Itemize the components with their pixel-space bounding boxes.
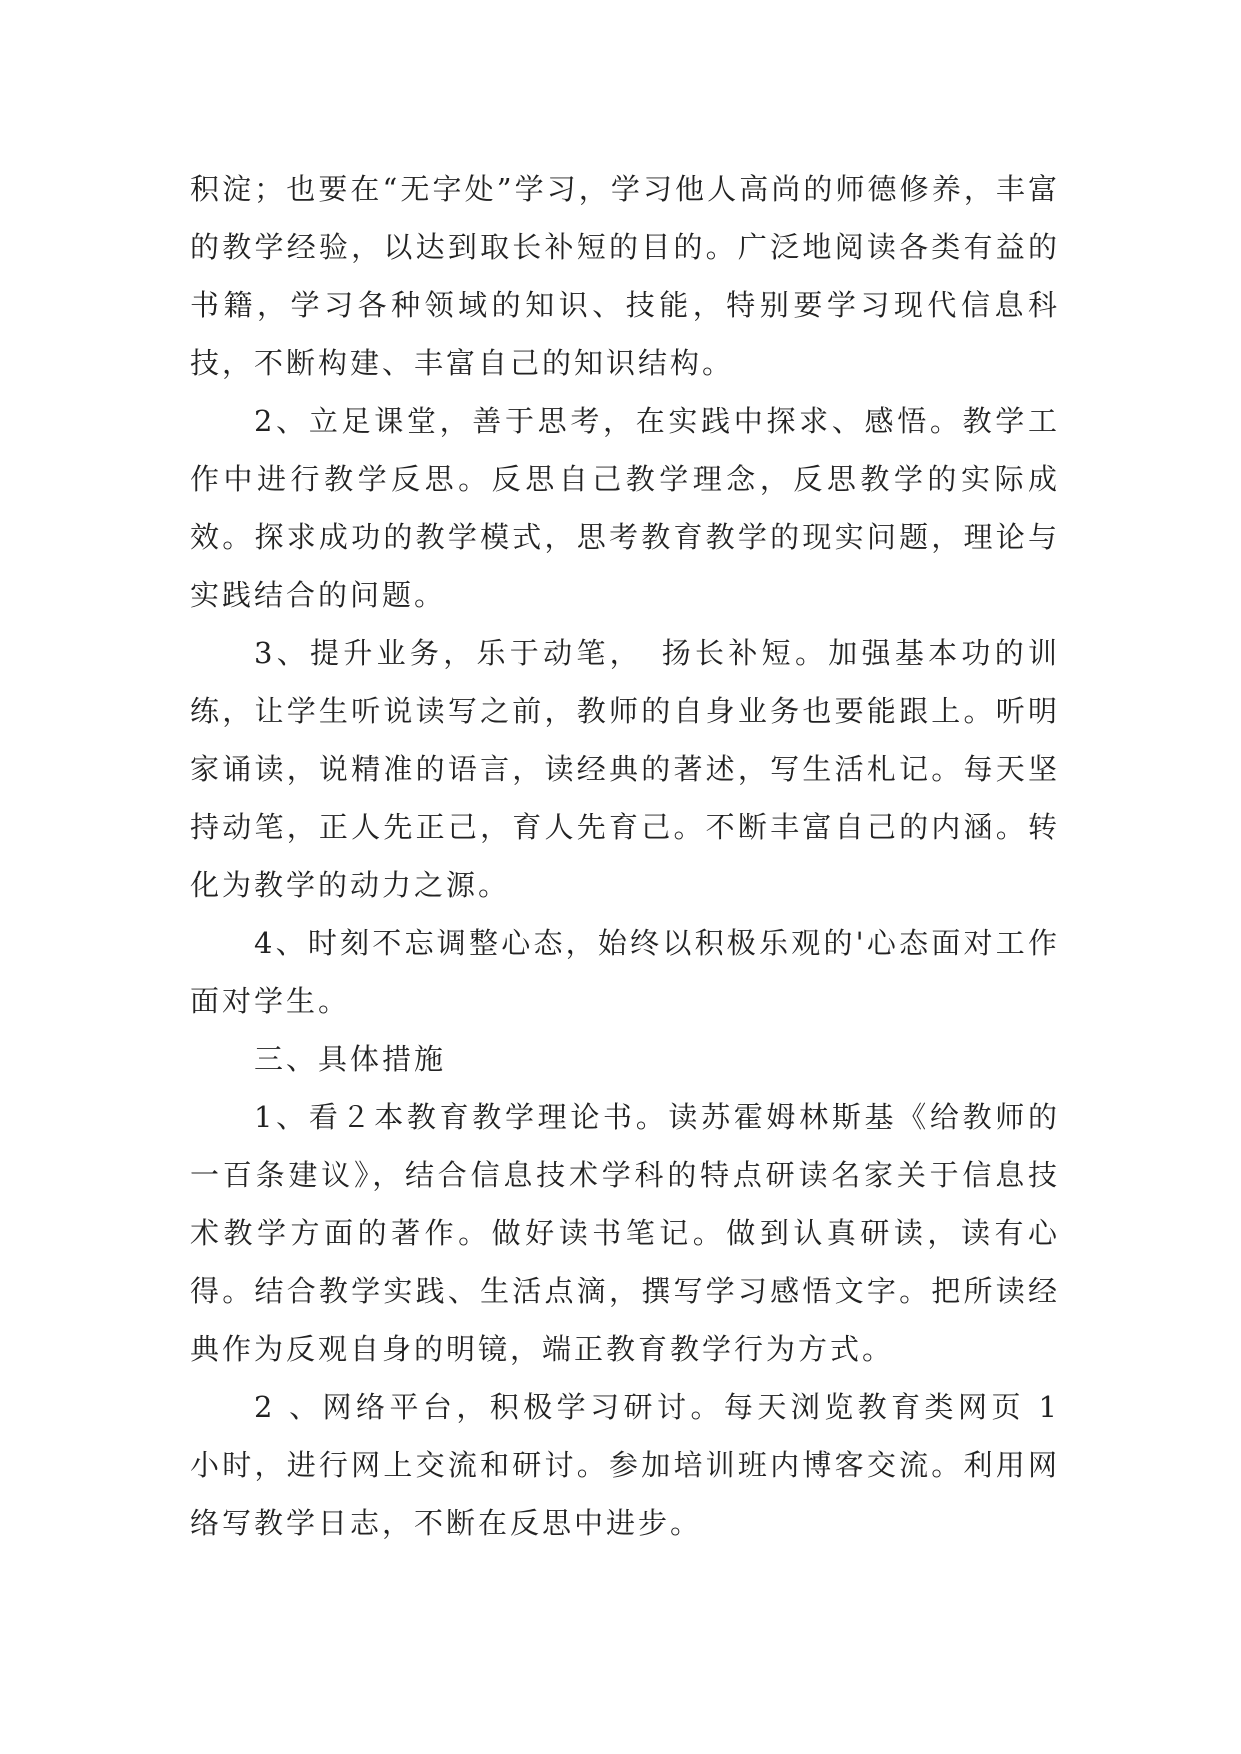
paragraph-4: 4、时刻不忘调整心态，始终以积极乐观的'心态面对工作面对学生。 — [190, 926, 1060, 1018]
document-body — [190, 160, 1060, 1552]
paragraph-6: 2 、网络平台，积极学习研讨。每天浏览教育类网页 1 小时，进行网上交流和研讨。参加培训班内博客交流。利用网络写教学日志，不断在反思中进步。 — [190, 1390, 1060, 1540]
section-heading: 三、具体措施 — [254, 1042, 447, 1076]
paragraph-2: 2、立足课堂，善于思考，在实践中探求、感悟。教学工作中进行教学反思。反思自己教学理念，反思教学的实际成效。探求成功的教学模式，思考教育教学的现实问题，理论与实践结合的问题。 — [190, 404, 1060, 612]
paragraph-3: 3、提升业务，乐于动笔， 扬长补短。加强基本功的训练，让学生听说读写之前，教师的自身业务也要能跟上。听明家诵读，说精准的语言，读经典的著述，写生活札记。每天坚持动笔，正人先正己，育人先育己。不断丰富自己的内涵。转化为教学的动力之源。 — [190, 636, 1060, 902]
paragraph-1: 积淀；也要在“无字处”学习，学习他人高尚的师德修养，丰富的教学经验，以达到取长补短的目的。广泛地阅读各类有益的书籍，学习各种领域的知识、技能，特别要学习现代信息科技，不断构建、丰富自己的知识结构。 — [190, 172, 1060, 380]
paragraph-5: 1、看２本教育教学理论书。读苏霍姆林斯基《给教师的一百条建议》，结合信息技术学科的特点研读名家关于信息技术教学方面的著作。做好读书笔记。做到认真研读，读有心得。结合教学实践、生活点滴，撰写学习感悟文字。把所读经典作为反观自身的明镜，端正教育教学行为方式。 — [190, 1100, 1060, 1366]
